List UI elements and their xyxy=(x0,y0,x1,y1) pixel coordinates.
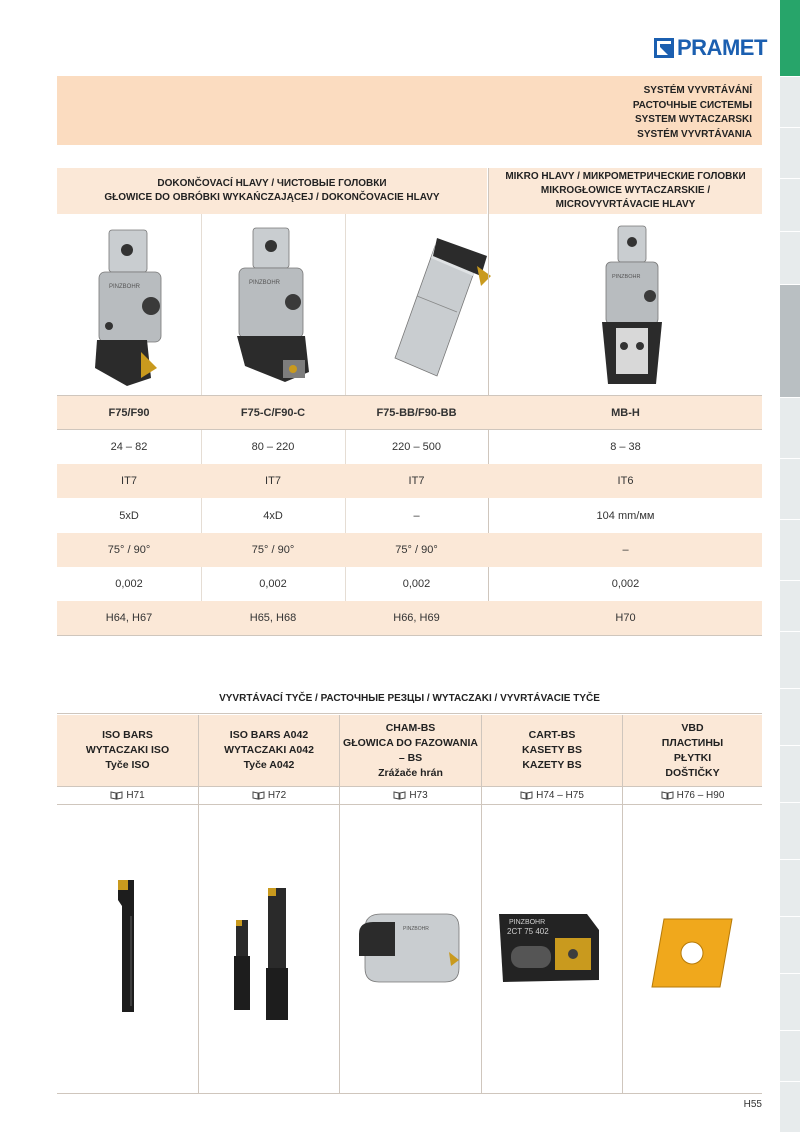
header-line: ISO BARS xyxy=(102,729,153,741)
section-title-ru: РАСТОЧНЫЕ СИСТЕМЫ xyxy=(632,99,752,111)
table-cell: 80 – 220 xyxy=(251,441,295,453)
chapter-tab xyxy=(780,746,800,803)
book-icon xyxy=(252,791,265,800)
table-cell: H70 xyxy=(615,612,636,624)
page-reference-link[interactable] xyxy=(199,787,339,803)
chapter-tab xyxy=(780,128,800,179)
page-reference-link[interactable] xyxy=(623,787,762,803)
cham-bs-header xyxy=(340,715,481,786)
svg-text:PINZBOHR: PINZBOHR xyxy=(109,284,141,290)
header-line: VBD xyxy=(681,721,704,734)
section2-column-divider xyxy=(198,715,199,1093)
section2-column-divider xyxy=(622,715,623,1093)
chapter-tab xyxy=(780,917,800,974)
table-cell: 0,002 xyxy=(259,578,287,590)
chapter-tab xyxy=(780,77,800,128)
cart-bs-header xyxy=(482,715,622,786)
header-line: ISO BARS A042 xyxy=(229,729,309,741)
chapter-tab xyxy=(780,974,800,1031)
svg-text:PINZBOHR: PINZBOHR xyxy=(509,919,546,926)
section-title xyxy=(633,84,752,142)
svg-text:PINZBOHR: PINZBOHR xyxy=(612,274,641,280)
page-reference: H71 xyxy=(126,789,145,801)
chapter-tab xyxy=(780,803,800,860)
table-cell: F75-C/F90-C xyxy=(240,406,306,419)
iso-bars-a042-header xyxy=(199,715,339,786)
page-reference: H72 xyxy=(267,789,287,801)
iso-bars-header xyxy=(57,715,198,786)
book-icon xyxy=(661,791,674,800)
finishing-heads-header xyxy=(57,168,487,214)
chapter-tab xyxy=(780,689,800,746)
section2-top-line xyxy=(57,713,762,714)
chapter-tab xyxy=(780,860,800,917)
table-row xyxy=(57,533,762,567)
table-cell: 220 – 500 xyxy=(392,441,441,453)
chapter-tab xyxy=(780,459,800,520)
header-line: Tyče A042 xyxy=(243,759,295,771)
chapter-tab xyxy=(780,581,800,632)
table-cell: – xyxy=(413,509,420,522)
table-cell: IT7 xyxy=(408,475,425,487)
cham-bs-head-image xyxy=(355,908,467,988)
section-title-sk: SYSTÉM VYVRTÁVANIA xyxy=(637,128,752,140)
chapter-tab xyxy=(780,232,800,285)
pramet-logo-text: PRAMET xyxy=(677,35,767,60)
table-cell: 75° / 90° xyxy=(395,544,438,556)
svg-text:2CT 75 402: 2CT 75 402 xyxy=(507,927,549,936)
table1-image-row xyxy=(57,214,762,395)
table-row xyxy=(57,464,762,498)
table-cell: – xyxy=(622,544,629,556)
finishing-heads-title: DOKONČOVACÍ HLAVY / ЧИСТОВЫЕ ГОЛОВКИ xyxy=(157,178,387,189)
micro-heads-header xyxy=(489,168,762,214)
table-cell: 0,002 xyxy=(402,578,431,590)
iso-boring-bar-image xyxy=(108,876,144,1016)
section2-ref-bottom-line xyxy=(57,804,762,805)
section2-column-divider xyxy=(339,715,340,1093)
chapter-tab-active xyxy=(780,0,800,77)
header-line: CHAM-BS xyxy=(385,721,436,734)
table-row xyxy=(57,430,762,464)
micro-head-mb-h-image xyxy=(592,224,672,389)
table-cell: H65, H68 xyxy=(249,612,297,624)
table-cell: H66, H69 xyxy=(393,612,440,624)
table-cell: 75° / 90° xyxy=(107,544,151,556)
pramet-logo-icon xyxy=(654,38,674,58)
table-cell: 24 – 82 xyxy=(110,441,148,453)
header-line: Tyče ISO xyxy=(105,759,150,771)
section-title-pl: SYSTEM WYTACZARSKI xyxy=(634,114,752,125)
chapter-tab xyxy=(780,520,800,581)
header-line: WYTACZAKI ISO xyxy=(85,744,170,756)
table-row xyxy=(57,567,762,601)
header-line: Zrážače hrán xyxy=(378,766,443,779)
book-icon xyxy=(520,791,533,800)
table-cell: 0,002 xyxy=(611,578,640,590)
chapter-tab xyxy=(780,398,800,459)
page-reference: H73 xyxy=(409,789,428,801)
table-cell: IT6 xyxy=(617,475,634,487)
table-cell: IT7 xyxy=(121,475,137,487)
chapter-tab xyxy=(780,1082,800,1133)
book-icon xyxy=(393,791,406,800)
section2-column-divider xyxy=(481,715,482,1093)
header-line: DOŠTIČKY xyxy=(665,766,720,779)
header-line: KAZETY BS xyxy=(522,759,582,771)
table-cell: 104 mm/мм xyxy=(596,509,655,522)
vbd-insert-image xyxy=(650,917,736,989)
page-reference-link[interactable] xyxy=(57,787,198,803)
svg-text:PINZBOHR: PINZBOHR xyxy=(403,926,429,932)
a042-boring-bars-image xyxy=(228,884,298,1024)
chapter-tab xyxy=(780,179,800,232)
vbd-header xyxy=(623,715,762,786)
cart-bs-cartridge-image xyxy=(495,910,607,990)
page-number: H55 xyxy=(743,1099,762,1110)
table-cell: H64, H67 xyxy=(105,612,153,624)
header-line: WYTACZAKI A042 xyxy=(224,744,314,756)
book-icon xyxy=(110,791,123,800)
header-line: KASETY BS xyxy=(522,744,582,756)
table-row xyxy=(57,498,762,533)
header-line: ПЛАСТИНЫ xyxy=(661,736,724,749)
table-cell: 4xD xyxy=(263,509,283,522)
boring-bars-title: VYVRTÁVACÍ TYČE / РАСТОЧНЫЕ РЕЗЦЫ / WYTACZAKI / VYVRTÁVACIE TYČE xyxy=(219,693,600,704)
header-line: GŁOWICA DO FAZOWANIA – BS xyxy=(343,736,478,764)
finishing-heads-subtitle: GŁOWICE DO OBRÓBKI WYKAŃCZAJĄCEJ / DOKONČOVACIE HLAVY xyxy=(104,192,440,203)
page-reference-link[interactable] xyxy=(482,787,622,803)
finishing-head-f75-bb-image xyxy=(377,236,497,386)
header-line: PŁYTKI xyxy=(673,751,712,764)
micro-heads-subtitle: MIKROGŁOWICE WYTACZARSKIE / MICROVYVRTÁVACIE HLAVY xyxy=(540,185,711,210)
table-cell: 5xD xyxy=(119,509,139,522)
table-row xyxy=(57,601,762,635)
page-reference-link[interactable] xyxy=(340,787,481,803)
chapter-tab-current xyxy=(780,285,800,398)
micro-heads-title: MIKRO HLAVY / МИКРОМЕТРИЧЕСКИЕ ГОЛОВКИ xyxy=(505,171,746,182)
finishing-head-f75-f90-image xyxy=(87,228,177,388)
table-cell: IT7 xyxy=(265,475,281,487)
svg-text:PINZBOHR: PINZBOHR xyxy=(249,280,281,286)
page-reference: H76 – H90 xyxy=(676,789,725,801)
section-header-band xyxy=(57,76,762,145)
table-cell: F75/F90 xyxy=(108,406,150,419)
table-row xyxy=(57,396,762,429)
table-cell: MB-H xyxy=(611,406,640,419)
table-cell: 0,002 xyxy=(115,578,143,590)
section2-bottom-line xyxy=(57,1093,762,1094)
table1-bottom-line xyxy=(57,635,762,636)
section-title-cz: SYSTÉM VYVRTÁVÁNÍ xyxy=(643,85,752,96)
header-line: CART-BS xyxy=(528,729,576,741)
finishing-head-f75-c-image xyxy=(225,226,325,386)
table-cell: 8 – 38 xyxy=(610,441,641,453)
pramet-logo xyxy=(654,36,767,60)
table-cell: F75-BB/F90-BB xyxy=(376,406,457,419)
chapter-tab xyxy=(780,632,800,689)
chapter-tab xyxy=(780,1031,800,1082)
page-reference: H74 – H75 xyxy=(536,789,584,801)
table-cell: 75° / 90° xyxy=(251,544,295,556)
